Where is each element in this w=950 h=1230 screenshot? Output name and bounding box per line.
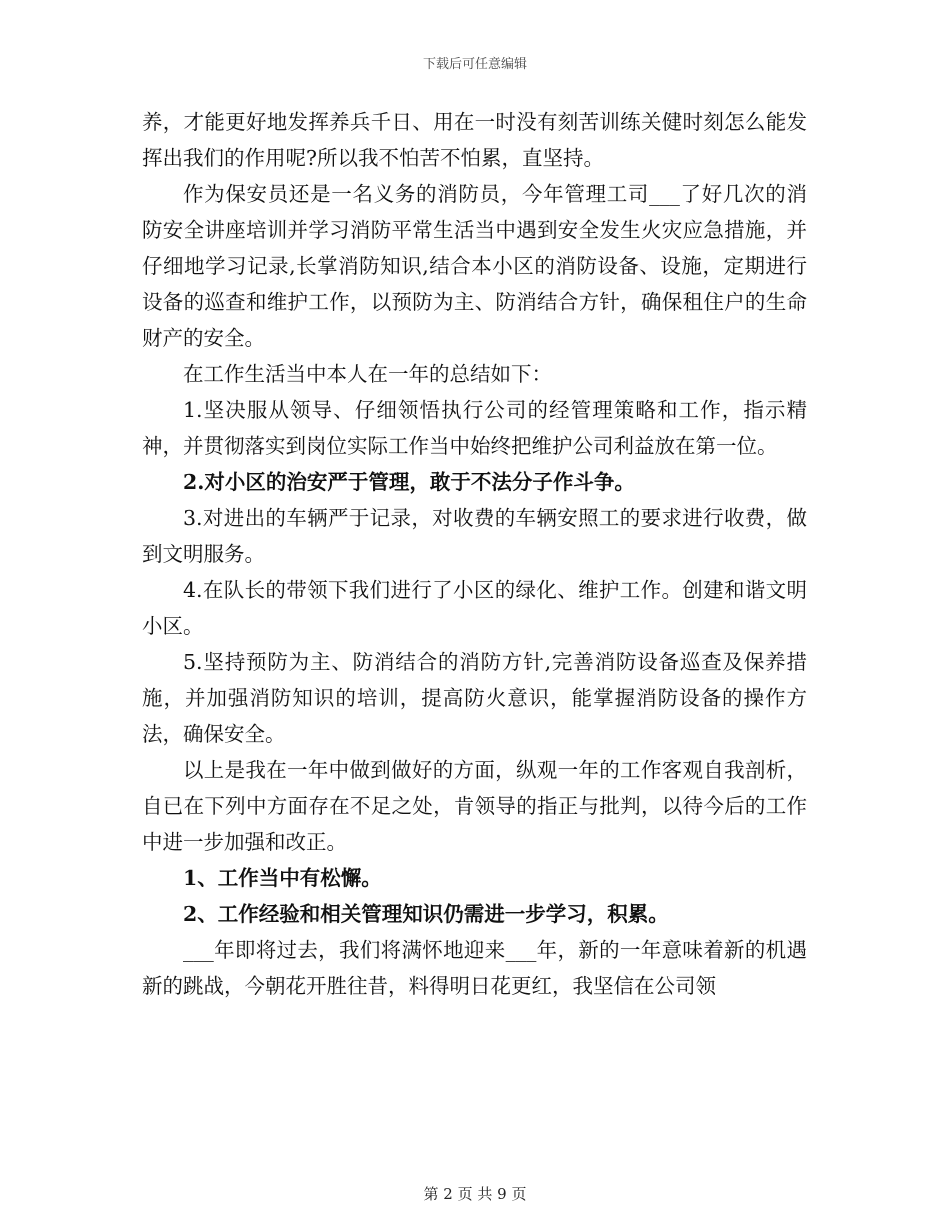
document-body <box>142 104 807 1004</box>
paragraph-continuation: 养，才能更好地发挥养兵千日、用在一时没有刻苦训练关健时刻怎么能发挥出我们的作用呢?所以我不怕苦不怕累，直坚持。 <box>142 110 807 170</box>
list-item-1: 1.坚决服从领导、仔细领悟执行公司的经管理策略和工作，指示精神，并贯彻落实到岗位实际工作当中始终把维护公司利益放在第一位。 <box>142 398 807 458</box>
list-item-3: 3.对进出的车辆严于记录，对收费的车辆安照工的要求进行收费，做到文明服务。 <box>142 506 807 566</box>
paragraph-self-analysis: 以上是我在一年中做到做好的方面，纵观一年的工作客观自我剖析，自已在下列中方面存在不足之处，肯领导的指正与批判，以待今后的工作中进一步加强和改正。 <box>142 758 807 854</box>
paragraph-fire-safety: 作为保安员还是一名义务的消防员，今年管理工司___了好几次的消防安全讲座培训并学习消防平常生活当中遇到安全发生火灾应急措施，并仔细地学习记录,长掌消防知识,结合本小区的消防设备、设施，定期进行设备的巡查和维护工作，以预防为主、防消结合方针，确保租住户的生命财产的安全。 <box>142 182 807 350</box>
list-item-5: 5.坚持预防为主、防消结合的消防方针,完善消防设备巡查及保养措施，并加强消防知识的培训，提高防火意识，能掌握消防设备的操作方法，确保安全。 <box>142 650 807 746</box>
page-footer: 第 2 页 共 9 页 <box>423 1185 527 1203</box>
shortcoming-item-1: 1、工作当中有松懈。 <box>183 866 382 890</box>
shortcoming-item-2: 2、工作经验和相关管理知识仍需进一步学习，积累。 <box>183 902 669 926</box>
paragraph-summary-intro: 在工作生活当中本人在一年的总结如下： <box>183 362 552 386</box>
paragraph-outlook: ___年即将过去，我们将满怀地迎来___年，新的一年意味着新的机遇新的跳战，今朝花开胜往昔，料得明日花更红，我坚信在公司领 <box>142 938 807 998</box>
page-header: 下载后可任意编辑 <box>422 57 527 72</box>
list-item-2: 2.对小区的治安严于管理，敢于不法分子作斗争。 <box>183 470 635 494</box>
list-item-4: 4.在队长的带领下我们进行了小区的绿化、维护工作。创建和谐文明小区。 <box>142 578 807 638</box>
